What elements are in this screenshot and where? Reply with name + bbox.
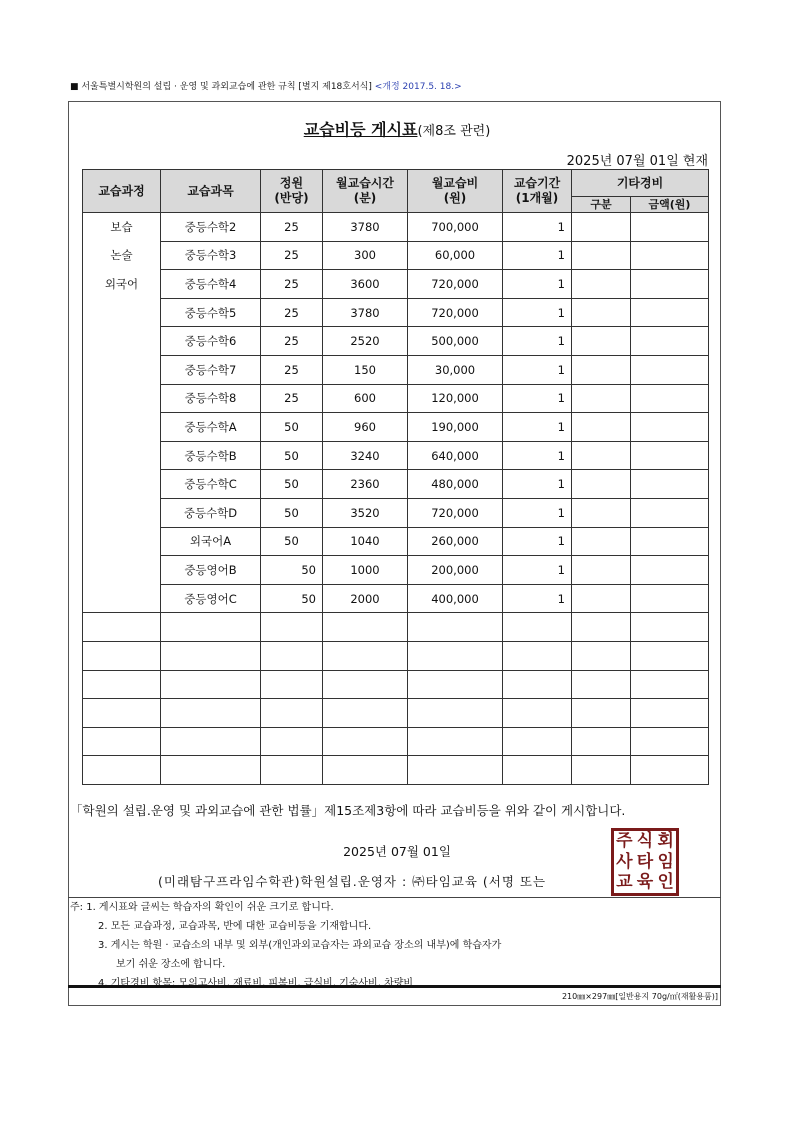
operator-signature-line: (미래탐구프라임수학관)학원설립.운영자 : ㈜타임교육 (서명 또는 bbox=[158, 874, 547, 889]
cell-hours: 300 bbox=[323, 241, 408, 270]
cell-hours: 3780 bbox=[323, 213, 408, 242]
cell-hours: 2000 bbox=[323, 584, 408, 613]
cell-subject: 중등수학7 bbox=[161, 355, 261, 384]
law-statement: 「학원의 설립.운영 및 과외교습에 관한 법률」제15조제3항에 따라 교습비등을 위와 같이 게시합니다. bbox=[70, 803, 626, 818]
cell-empty bbox=[408, 641, 503, 670]
cell-capacity: 50 bbox=[261, 498, 323, 527]
cell-course bbox=[83, 441, 161, 470]
cell-period: 1 bbox=[503, 584, 572, 613]
note-3-cont: 보기 쉬운 장소에 합니다. bbox=[116, 959, 226, 970]
cell-empty bbox=[408, 670, 503, 699]
cell-empty bbox=[261, 727, 323, 756]
cell-empty bbox=[261, 670, 323, 699]
cell-empty bbox=[572, 641, 631, 670]
cell-capacity: 25 bbox=[261, 384, 323, 413]
note-1: 주: 1. 게시표와 글씨는 학습자의 확인이 쉬운 크기로 합니다. bbox=[70, 902, 334, 913]
header-hours: 월교습시간 (분) bbox=[323, 170, 408, 213]
header-capacity: 정원 (반당) bbox=[261, 170, 323, 213]
cell-empty bbox=[261, 641, 323, 670]
cell-capacity: 25 bbox=[261, 270, 323, 299]
cell-other-type bbox=[572, 556, 631, 585]
cell-empty bbox=[83, 727, 161, 756]
cell-fee: 500,000 bbox=[408, 327, 503, 356]
note-4: 4. 기타경비 항목: 모의고사비, 재료비, 피복비, 급식비, 기숙사비, 차량비 bbox=[98, 978, 414, 989]
cell-other-type bbox=[572, 384, 631, 413]
table-row bbox=[83, 441, 709, 470]
cell-empty bbox=[503, 699, 572, 728]
cell-period: 1 bbox=[503, 441, 572, 470]
table-row bbox=[83, 241, 709, 270]
cell-empty bbox=[631, 613, 709, 642]
cell-course: 논술 bbox=[83, 241, 161, 270]
cell-empty bbox=[161, 756, 261, 785]
seal-char: 육 bbox=[636, 872, 654, 893]
cell-course bbox=[83, 584, 161, 613]
cell-other-amount bbox=[631, 327, 709, 356]
cell-empty bbox=[161, 727, 261, 756]
cell-empty bbox=[323, 756, 408, 785]
cell-empty bbox=[572, 613, 631, 642]
seal-char: 식 bbox=[636, 831, 654, 851]
cell-other-amount bbox=[631, 298, 709, 327]
table-row bbox=[83, 327, 709, 356]
cell-subject: 중등수학B bbox=[161, 441, 261, 470]
cell-hours: 150 bbox=[323, 355, 408, 384]
cell-subject: 중등수학8 bbox=[161, 384, 261, 413]
cell-empty bbox=[261, 699, 323, 728]
cell-hours: 600 bbox=[323, 384, 408, 413]
note-2: 2. 모든 교습과정, 교습과목, 반에 대한 교습비등을 기재합니다. bbox=[98, 921, 372, 932]
table-row bbox=[83, 213, 709, 242]
cell-course bbox=[83, 327, 161, 356]
cell-period: 1 bbox=[503, 384, 572, 413]
header-subject: 교습과목 bbox=[161, 170, 261, 213]
cell-course bbox=[83, 384, 161, 413]
cell-other-type bbox=[572, 327, 631, 356]
cell-period: 1 bbox=[503, 327, 572, 356]
table-row bbox=[83, 298, 709, 327]
cell-empty bbox=[408, 727, 503, 756]
cell-empty bbox=[408, 613, 503, 642]
cell-empty bbox=[408, 756, 503, 785]
header-other-amount: 금액(원) bbox=[631, 197, 709, 213]
cell-period: 1 bbox=[503, 556, 572, 585]
cell-capacity: 25 bbox=[261, 355, 323, 384]
cell-other-amount bbox=[631, 470, 709, 499]
table-row bbox=[83, 527, 709, 556]
header-fee: 월교습비 (원) bbox=[408, 170, 503, 213]
header-other: 기타경비 bbox=[572, 170, 709, 197]
cell-empty bbox=[572, 699, 631, 728]
cell-fee: 260,000 bbox=[408, 527, 503, 556]
cell-other-type bbox=[572, 470, 631, 499]
cell-course bbox=[83, 355, 161, 384]
table-row bbox=[83, 584, 709, 613]
divider-thick bbox=[68, 985, 721, 988]
cell-empty bbox=[631, 756, 709, 785]
cell-other-type bbox=[572, 527, 631, 556]
table-row bbox=[83, 699, 709, 728]
cell-empty bbox=[323, 641, 408, 670]
cell-course bbox=[83, 527, 161, 556]
table-row bbox=[83, 756, 709, 785]
header-course: 교습과정 bbox=[83, 170, 161, 213]
cell-period: 1 bbox=[503, 355, 572, 384]
cell-other-type bbox=[572, 298, 631, 327]
cell-capacity: 50 bbox=[261, 441, 323, 470]
cell-other-amount bbox=[631, 413, 709, 442]
cell-empty bbox=[572, 756, 631, 785]
cell-capacity: 50 bbox=[261, 556, 323, 585]
seal-char: 임 bbox=[657, 851, 674, 872]
cell-capacity: 50 bbox=[261, 584, 323, 613]
cell-other-amount bbox=[631, 355, 709, 384]
cell-other-amount bbox=[631, 556, 709, 585]
cell-empty bbox=[161, 641, 261, 670]
cell-empty bbox=[83, 699, 161, 728]
cell-fee: 120,000 bbox=[408, 384, 503, 413]
cell-hours: 3240 bbox=[323, 441, 408, 470]
cell-empty bbox=[408, 699, 503, 728]
posting-date: 2025년 07월 01일 bbox=[343, 844, 451, 859]
cell-fee: 720,000 bbox=[408, 498, 503, 527]
seal-char: 인 bbox=[657, 872, 674, 893]
cell-other-type bbox=[572, 584, 631, 613]
cell-empty bbox=[631, 641, 709, 670]
cell-fee: 60,000 bbox=[408, 241, 503, 270]
cell-period: 1 bbox=[503, 213, 572, 242]
cell-other-type bbox=[572, 270, 631, 299]
cell-empty bbox=[161, 670, 261, 699]
fee-table bbox=[82, 169, 709, 785]
notes bbox=[70, 898, 501, 993]
company-seal bbox=[611, 828, 679, 896]
cell-course bbox=[83, 298, 161, 327]
cell-hours: 3780 bbox=[323, 298, 408, 327]
cell-empty bbox=[323, 699, 408, 728]
cell-period: 1 bbox=[503, 498, 572, 527]
cell-subject: 중등수학A bbox=[161, 413, 261, 442]
cell-fee: 700,000 bbox=[408, 213, 503, 242]
table-row bbox=[83, 470, 709, 499]
cell-hours: 2360 bbox=[323, 470, 408, 499]
cell-other-type bbox=[572, 498, 631, 527]
table-row bbox=[83, 270, 709, 299]
cell-other-amount bbox=[631, 584, 709, 613]
cell-empty bbox=[323, 613, 408, 642]
cell-capacity: 25 bbox=[261, 298, 323, 327]
cell-hours: 3600 bbox=[323, 270, 408, 299]
cell-empty bbox=[323, 727, 408, 756]
header-other-type: 구분 bbox=[572, 197, 631, 213]
form-reference: ■ 서울특별시학원의 설립 · 운영 및 과외교습에 관한 규칙 [별지 제18호서식] bbox=[70, 82, 372, 92]
header-period: 교습기간 (1개월) bbox=[503, 170, 572, 213]
cell-subject: 중등수학C bbox=[161, 470, 261, 499]
table-row bbox=[83, 556, 709, 585]
table-row bbox=[83, 384, 709, 413]
cell-other-amount bbox=[631, 441, 709, 470]
cell-period: 1 bbox=[503, 413, 572, 442]
cell-fee: 200,000 bbox=[408, 556, 503, 585]
table-row bbox=[83, 641, 709, 670]
cell-subject: 중등수학D bbox=[161, 498, 261, 527]
cell-hours: 2520 bbox=[323, 327, 408, 356]
cell-empty bbox=[83, 756, 161, 785]
cell-other-amount bbox=[631, 384, 709, 413]
cell-course bbox=[83, 470, 161, 499]
cell-empty bbox=[503, 756, 572, 785]
cell-subject: 외국어A bbox=[161, 527, 261, 556]
cell-subject: 중등수학2 bbox=[161, 213, 261, 242]
cell-empty bbox=[503, 613, 572, 642]
cell-subject: 중등영어B bbox=[161, 556, 261, 585]
cell-other-type bbox=[572, 213, 631, 242]
note-3: 3. 게시는 학원 · 교습소의 내부 및 외부(개인과외교습자는 과외교습 장소의 내부)에 학습자가 bbox=[98, 940, 502, 951]
cell-empty bbox=[572, 670, 631, 699]
table-row bbox=[83, 670, 709, 699]
cell-capacity: 25 bbox=[261, 241, 323, 270]
cell-fee: 480,000 bbox=[408, 470, 503, 499]
cell-empty bbox=[631, 727, 709, 756]
cell-subject: 중등수학6 bbox=[161, 327, 261, 356]
seal-char: 주 bbox=[616, 831, 633, 851]
cell-period: 1 bbox=[503, 241, 572, 270]
cell-capacity: 25 bbox=[261, 327, 323, 356]
cell-hours: 1000 bbox=[323, 556, 408, 585]
cell-other-type bbox=[572, 241, 631, 270]
cell-fee: 30,000 bbox=[408, 355, 503, 384]
as-of-date: 2025년 07월 01일 현재 bbox=[566, 154, 708, 169]
cell-course: 보습 bbox=[83, 213, 161, 242]
cell-period: 1 bbox=[503, 270, 572, 299]
cell-fee: 190,000 bbox=[408, 413, 503, 442]
cell-other-amount bbox=[631, 527, 709, 556]
cell-capacity: 50 bbox=[261, 413, 323, 442]
cell-subject: 중등수학5 bbox=[161, 298, 261, 327]
cell-empty bbox=[83, 641, 161, 670]
cell-empty bbox=[161, 699, 261, 728]
cell-empty bbox=[631, 670, 709, 699]
cell-empty bbox=[572, 727, 631, 756]
seal-char: 사 bbox=[616, 851, 633, 872]
cell-course bbox=[83, 556, 161, 585]
cell-subject: 중등영어C bbox=[161, 584, 261, 613]
title-text: 교습비등 게시표 bbox=[303, 120, 418, 139]
cell-empty bbox=[261, 613, 323, 642]
cell-course bbox=[83, 413, 161, 442]
cell-capacity: 25 bbox=[261, 213, 323, 242]
cell-period: 1 bbox=[503, 298, 572, 327]
cell-empty bbox=[83, 613, 161, 642]
cell-other-amount bbox=[631, 241, 709, 270]
cell-hours: 3520 bbox=[323, 498, 408, 527]
cell-other-amount bbox=[631, 498, 709, 527]
table-row bbox=[83, 413, 709, 442]
cell-other-amount bbox=[631, 270, 709, 299]
cell-empty bbox=[323, 670, 408, 699]
cell-other-type bbox=[572, 441, 631, 470]
cell-fee: 640,000 bbox=[408, 441, 503, 470]
table-row bbox=[83, 727, 709, 756]
cell-hours: 1040 bbox=[323, 527, 408, 556]
cell-period: 1 bbox=[503, 470, 572, 499]
cell-capacity: 50 bbox=[261, 470, 323, 499]
cell-empty bbox=[83, 670, 161, 699]
cell-empty bbox=[503, 670, 572, 699]
table-row bbox=[83, 355, 709, 384]
cell-fee: 720,000 bbox=[408, 298, 503, 327]
cell-subject: 중등수학3 bbox=[161, 241, 261, 270]
seal-char: 교 bbox=[616, 872, 633, 893]
page-title bbox=[0, 117, 794, 140]
cell-course bbox=[83, 498, 161, 527]
cell-subject: 중등수학4 bbox=[161, 270, 261, 299]
cell-empty bbox=[503, 641, 572, 670]
cell-other-type bbox=[572, 355, 631, 384]
cell-empty bbox=[261, 756, 323, 785]
cell-fee: 400,000 bbox=[408, 584, 503, 613]
table-row bbox=[83, 613, 709, 642]
title-reference: (제8조 관련) bbox=[417, 124, 491, 139]
cell-period: 1 bbox=[503, 527, 572, 556]
form-header bbox=[70, 79, 462, 92]
cell-other-type bbox=[572, 413, 631, 442]
revision-note: <개정 2017.5. 18.> bbox=[374, 82, 462, 92]
cell-empty bbox=[631, 699, 709, 728]
cell-capacity: 50 bbox=[261, 527, 323, 556]
cell-other-amount bbox=[631, 213, 709, 242]
cell-course: 외국어 bbox=[83, 270, 161, 299]
cell-empty bbox=[503, 727, 572, 756]
seal-char: 타 bbox=[636, 851, 654, 872]
seal-char: 회 bbox=[657, 831, 674, 851]
paper-spec: 210㎜×297㎜[일반용지 70g/㎡(재활용품)] bbox=[561, 992, 718, 1001]
cell-fee: 720,000 bbox=[408, 270, 503, 299]
cell-empty bbox=[161, 613, 261, 642]
cell-hours: 960 bbox=[323, 413, 408, 442]
table-row bbox=[83, 498, 709, 527]
